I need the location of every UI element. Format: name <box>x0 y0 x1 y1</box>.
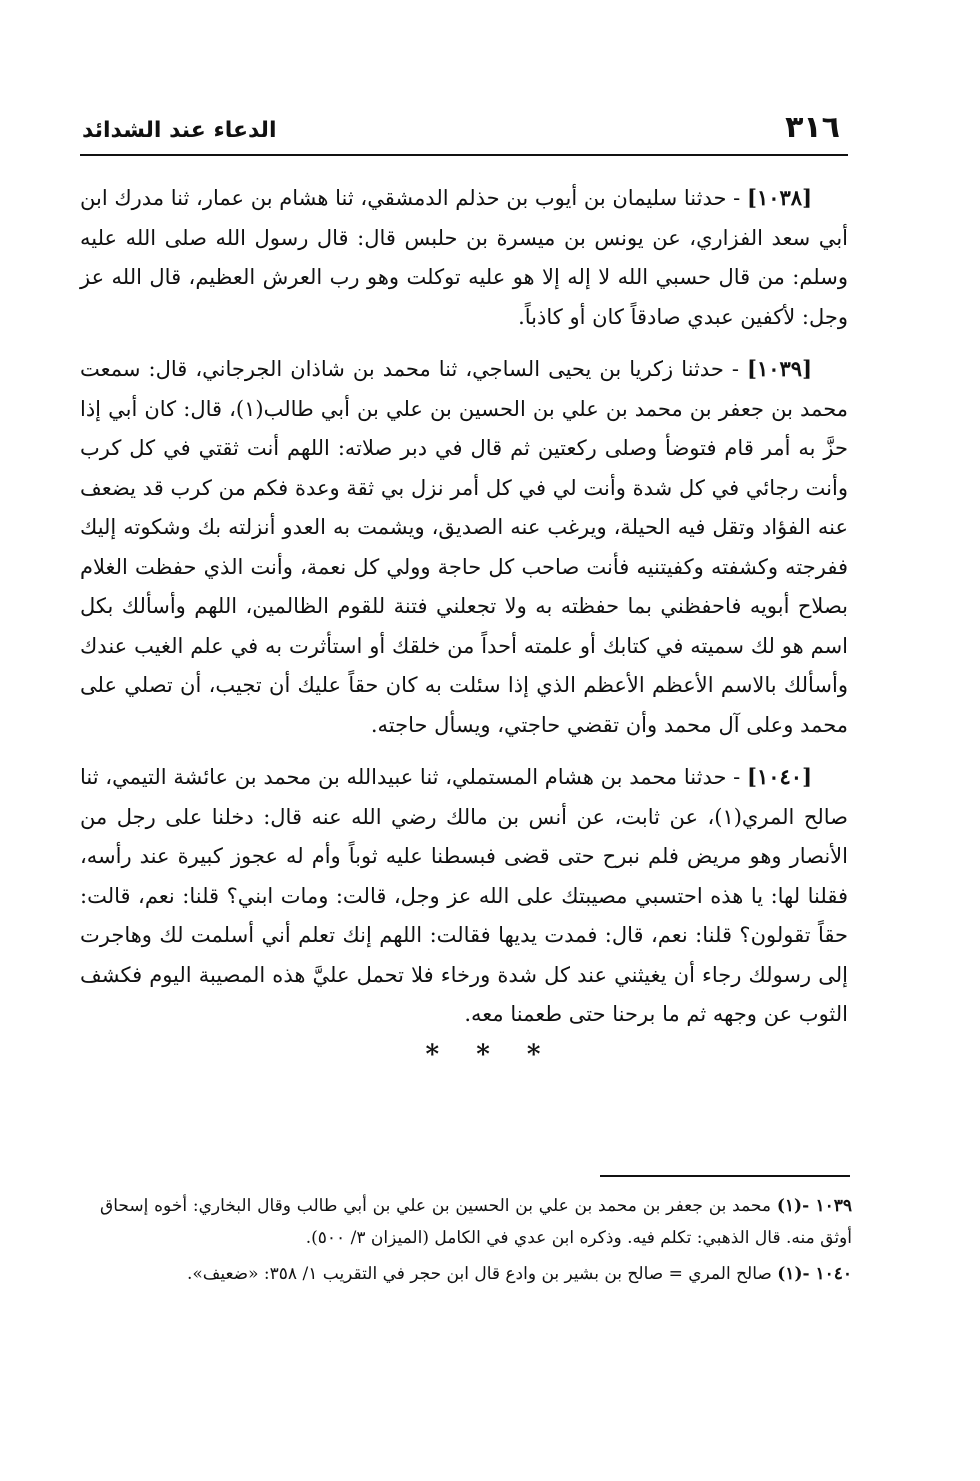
hadith-1040 <box>80 757 848 1035</box>
footnote-text: صالح المري = صالح بن بشير بن وادع قال ابن حجر في التقريب ١/ ٣٥٨: «ضعيف». <box>186 1264 772 1284</box>
hadith-number: [١٠٣٨] <box>747 185 812 210</box>
footnote-divider <box>600 1175 850 1177</box>
footnote-text: محمد بن جعفر بن محمد بن علي بن الحسين بن علي بن أبي طالب وقال البخاري: أخوه إسحاق أوثق منه. قال الذهبي: تكلم فيه. وذكره ابن عدي في الكامل (الميزان ٣/ ٥٠٠). <box>100 1196 852 1248</box>
hadith-text: - حدثنا سليمان بن أيوب بن حذلم الدمشقي، ثنا هشام بن عمار، ثنا مدرك ابن أبي سعد الفزاري، عن يونس بن ميسرة بن حلبس قال: قال رسول الله صلى الله عليه وسلم: من قال حسبي الله لا إله إلا هو عليه توكلت وهو رب العرش العظيم، قال الله عز وجل: لأكفين عبدي صادقاً كان أو كاذباً. <box>80 186 848 329</box>
running-title: الدعاء عند الشدائد <box>82 118 277 143</box>
footnote-1039 <box>100 1190 852 1254</box>
section-separator: * * * <box>425 1040 555 1070</box>
page-number: ٣١٦ <box>785 110 840 145</box>
footnote-1040 <box>100 1258 852 1290</box>
footnotes <box>100 1190 852 1294</box>
page-header <box>80 108 848 156</box>
hadith-1039 <box>80 349 848 745</box>
hadith-1038 <box>80 178 848 337</box>
main-text <box>80 178 848 1047</box>
hadith-number: [١٠٣٩] <box>747 356 812 381</box>
hadith-text: - حدثنا زكريا بن يحيى الساجي، ثنا محمد بن شاذان الجرجاني، قال: سمعت محمد بن جعفر بن محمد بن علي بن الحسين بن علي بن أبي طالب(١)، قال: كان أبي إذا حزَّ به أمر قام فتوضأ وصلى ركعتين ثم قال في دبر صلاته: اللهم أنت ثقتي في كل كرب وأنت رجائي في كل شدة وأنت لي في كل أمر نزل بي ثقة وعدة فكم من كرب قد يضعف عنه الفؤاد وتقل فيه الحيلة، ويرغب عنه الصديق، ويشمت به العدو أنزلته بك وشكوته إليك ففرجته وكشفته وكفيتنيه فأنت صاحب كل حاجة وولي كل نعمة، وأنت الذي حفظت الغلام بصلاح أبويه فاحفظني بما حفظته به ولا تجعلني فتنة للقوم الظالمين، اللهم وأسألك بكل اسم هو لك سميته في كتابك أو علمته أحداً من خلقك أو استأثرت به في علم الغيب عندك وأسألك بالاسم الأعظم الأعظم الذي إذا سئلت به كان حقاً عليك أن تجيب، أن تصلي على محمد وعلى آل محمد وأن تقضي حاجتي، ويسأل حاجته. <box>80 357 848 737</box>
hadith-number: [١٠٤٠] <box>747 764 812 789</box>
footnote-ref: ١٠٤٠ -(١) <box>777 1264 852 1284</box>
hadith-text: - حدثنا محمد بن هشام المستملي، ثنا عبيدالله بن محمد بن عائشة التيمي، ثنا صالح المري(١)، عن ثابت، عن أنس بن مالك رضي الله عنه قال: دخلنا على رجل من الأنصار وهو مريض فلم نبرح حتى قضى فبسطنا عليه ثوباً وأم له عجوز كبيرة عند رأسه، فقلنا لها: يا هذه احتسبي مصيبتك على الله عز وجل، قالت: ومات ابني؟ قلنا: نعم، قالت: حقاً تقولون؟ قلنا: نعم، قال: فمدت يديها فقالت: اللهم إنك تعلم أني أسلمت لك وهاجرت إلى رسولك رجاء أن يغيثني عند كل شدة ورخاء فلا تحمل عليَّ هذه المصيبة اليوم فكشف الثوب عن وجهه ثم ما برحنا حتى طعمنا معه. <box>80 765 848 1026</box>
footnote-ref: ١٠٣٩ -(١) <box>776 1196 852 1216</box>
